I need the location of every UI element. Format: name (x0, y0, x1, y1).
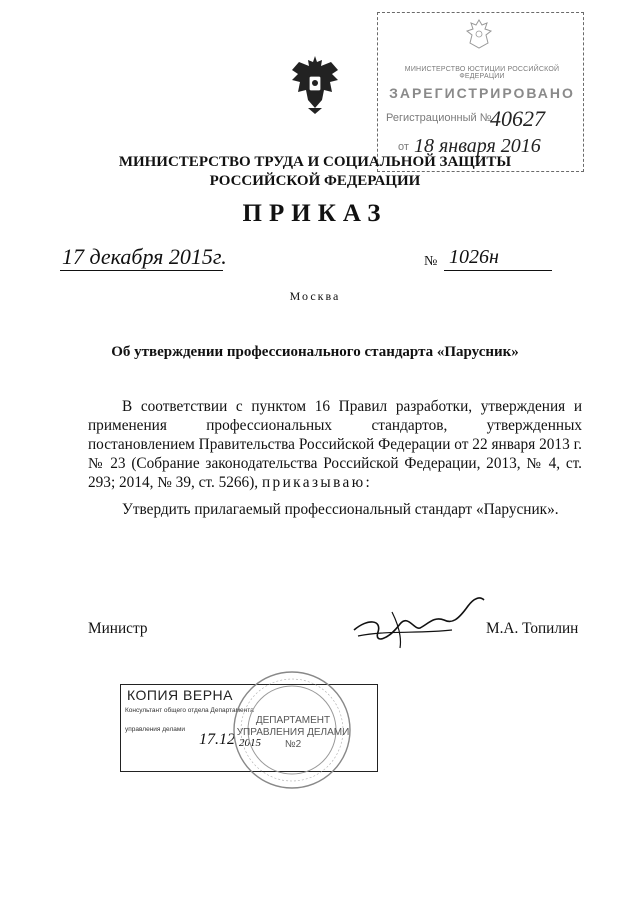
copy-stamp-year: 2015 (239, 737, 261, 749)
copy-stamp-date: 17.12 (199, 731, 235, 748)
coat-of-arms-icon (286, 52, 344, 116)
number-sign: № (424, 254, 438, 269)
seal-text: ДЕПАРТАМЕНТ УПРАВЛЕНИЯ ДЕЛАМИ №2 (236, 715, 350, 750)
registration-status: ЗАРЕГИСТРИРОВАНО (389, 85, 575, 101)
order-word: приказываю: (261, 474, 373, 491)
preamble-text: В соответствии с пунктом 16 Правил разработки, утверждения и применения профессиональных стандартов, утвержденных постановлением Правительства Российской Федерации от 22 января 2013 г. № 23 (Собрание законодательства Российской Федерации, 2013, № 4, ст. 293; 2014, № 39, ст. 5266), (88, 398, 582, 491)
copy-stamp-department: управления делами (125, 726, 185, 733)
date-underline (60, 270, 223, 271)
order-preamble (88, 397, 582, 492)
number-underline (444, 270, 552, 271)
minister-position: Министр (88, 620, 148, 637)
registration-from-label: от (398, 141, 409, 153)
order-date: 17 декабря 2015г. (62, 244, 227, 269)
registration-stamp (377, 12, 584, 172)
document-type: ПРИКАЗ (242, 200, 388, 227)
copy-stamp-title: КОПИЯ ВЕРНА (127, 687, 233, 703)
ministry-title: МИНИСТЕРСТВО ТРУДА И СОЦИАЛЬНОЙ ЗАЩИТЫ РОССИЙСКОЙ ФЕДЕРАЦИИ (118, 154, 512, 189)
registration-number: 40627 (490, 106, 545, 131)
registration-ministry: МИНИСТЕРСТВО ЮСТИЦИИ РОССИЙСКОЙ ФЕДЕРАЦИИ (404, 66, 560, 80)
registration-number-label: Регистрационный № (386, 112, 492, 124)
minister-name: М.А. Топилин (486, 620, 579, 637)
copy-stamp-position: Консультант общего отдела Департамента (125, 707, 254, 714)
city: Москва (289, 289, 341, 303)
signature-icon (348, 590, 488, 654)
eagle-emblem-icon (464, 17, 494, 51)
approve-clause: Утвердить прилагаемый профессиональный стандарт «Парусник». (122, 501, 559, 518)
order-subject: Об утверждении профессионального стандарта «Парусник» (111, 344, 519, 360)
registration-date: 18 января 2016 (414, 135, 541, 157)
order-number: 1026н (449, 246, 499, 268)
